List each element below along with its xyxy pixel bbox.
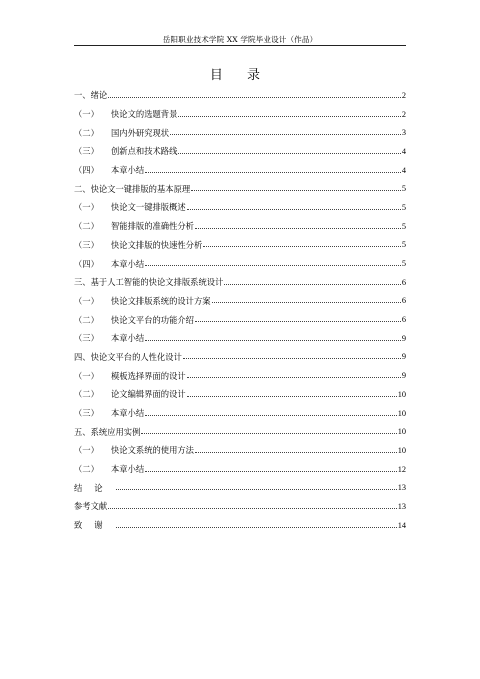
toc-dot-leader xyxy=(108,508,397,509)
toc-entry-number: （一） xyxy=(74,202,99,213)
header-divider xyxy=(74,45,406,46)
toc-entry-page: 6 xyxy=(401,315,406,325)
toc-entry[interactable] xyxy=(74,105,406,124)
table-of-contents xyxy=(74,86,406,535)
toc-entry[interactable] xyxy=(74,497,406,516)
toc-dot-leader xyxy=(203,246,401,247)
toc-entry[interactable] xyxy=(74,310,406,329)
toc-entry-page: 12 xyxy=(397,464,406,474)
toc-dot-leader xyxy=(170,134,401,135)
toc-entry[interactable] xyxy=(74,348,406,367)
toc-entry-page: 5 xyxy=(401,240,406,250)
toc-entry[interactable] xyxy=(74,516,406,535)
toc-dot-leader xyxy=(187,209,401,210)
toc-entry-label: 快论文排版系统的设计方案 xyxy=(111,295,211,306)
toc-dot-leader xyxy=(195,452,397,453)
toc-dot-leader xyxy=(145,471,397,472)
toc-entry-page: 10 xyxy=(397,408,406,418)
toc-entry-number: （四） xyxy=(74,258,99,269)
toc-entry-label: 四、快论文平台的人性化设计 xyxy=(74,351,182,362)
toc-entry[interactable] xyxy=(74,478,406,497)
toc-entry-label: 创新点和技术路线 xyxy=(111,146,178,157)
toc-entry[interactable] xyxy=(74,404,406,423)
toc-entry-page: 9 xyxy=(401,333,406,343)
toc-entry[interactable] xyxy=(74,179,406,198)
toc-dot-leader xyxy=(183,358,401,359)
toc-entry-number: （二） xyxy=(74,464,99,475)
toc-entry[interactable] xyxy=(74,217,406,236)
toc-entry[interactable] xyxy=(74,236,406,255)
toc-entry-page: 13 xyxy=(397,501,406,511)
toc-entry[interactable] xyxy=(74,273,406,292)
toc-dot-leader xyxy=(116,527,397,528)
toc-entry-page: 3 xyxy=(401,128,406,138)
toc-dot-leader xyxy=(145,172,401,173)
toc-entry[interactable] xyxy=(74,292,406,311)
toc-entry-number: （三） xyxy=(74,146,99,157)
page-header: 岳阳职业技术学院 XX 学院毕业设计（作品） xyxy=(162,35,318,44)
toc-entry-number: （三） xyxy=(74,408,99,419)
toc-dot-leader xyxy=(145,265,401,266)
toc-entry-page: 10 xyxy=(397,445,406,455)
toc-dot-leader xyxy=(145,415,397,416)
toc-dot-leader xyxy=(178,116,400,117)
toc-entry-label: 国内外研究现状 xyxy=(111,127,170,138)
toc-entry-label: 三、基于人工智能的快论文排版系统设计 xyxy=(74,277,224,288)
toc-entry[interactable] xyxy=(74,161,406,180)
toc-entry[interactable] xyxy=(74,441,406,460)
toc-entry-number: （一） xyxy=(74,370,99,381)
toc-entry-label: 本章小结 xyxy=(111,408,145,419)
toc-entry[interactable] xyxy=(74,142,406,161)
toc-entry[interactable] xyxy=(74,86,406,105)
toc-entry-label: 模板选择界面的设计 xyxy=(111,370,186,381)
toc-entry-label: 五、系统应用实例 xyxy=(74,426,141,437)
toc-entry-number: （三） xyxy=(74,239,99,250)
toc-entry-number: （四） xyxy=(74,165,99,176)
toc-entry-page: 9 xyxy=(401,371,406,381)
toc-dot-leader xyxy=(212,302,401,303)
toc-dot-leader xyxy=(195,321,401,322)
toc-entry-page: 2 xyxy=(401,90,406,100)
toc-entry-page: 2 xyxy=(401,109,406,119)
toc-entry-label: 快论文的选题背景 xyxy=(111,109,178,120)
toc-entry[interactable] xyxy=(74,460,406,479)
toc-dot-leader xyxy=(224,284,400,285)
toc-entry-page: 10 xyxy=(397,389,406,399)
toc-entry-page: 5 xyxy=(401,221,406,231)
toc-entry-label: 二、快论文一键排版的基本原理 xyxy=(74,183,191,194)
toc-entry-label: 快论文平台的功能介绍 xyxy=(111,314,194,325)
toc-entry-page: 5 xyxy=(401,259,406,269)
toc-dot-leader xyxy=(108,97,401,98)
toc-entry-number: （二） xyxy=(74,314,99,325)
toc-entry-page: 10 xyxy=(397,427,406,437)
toc-entry-page: 4 xyxy=(401,146,406,156)
toc-dot-leader xyxy=(187,396,397,397)
toc-dot-leader xyxy=(141,433,396,434)
toc-entry-label: 一、绪论 xyxy=(74,90,108,101)
toc-entry-number: （二） xyxy=(74,127,99,138)
toc-dot-leader xyxy=(187,377,401,378)
toc-entry-page: 5 xyxy=(401,184,406,194)
toc-dot-leader xyxy=(178,153,400,154)
toc-dot-leader xyxy=(116,489,397,490)
toc-entry-label: 本章小结 xyxy=(111,258,145,269)
toc-entry-page: 9 xyxy=(401,352,406,362)
toc-dot-leader xyxy=(145,340,401,341)
toc-dot-leader xyxy=(195,228,401,229)
toc-entry-label: 参考文献 xyxy=(74,501,108,512)
toc-entry-label: 本章小结 xyxy=(111,165,145,176)
toc-entry-label: 快论文一键排版概述 xyxy=(111,202,186,213)
toc-entry-page: 14 xyxy=(397,520,406,530)
toc-title: 目 录 xyxy=(209,68,271,83)
toc-entry[interactable] xyxy=(74,123,406,142)
toc-entry-page: 6 xyxy=(401,277,406,287)
toc-entry-number: （一） xyxy=(74,109,99,120)
toc-entry[interactable] xyxy=(74,254,406,273)
toc-entry-label: 致谢 xyxy=(74,520,115,531)
toc-entry-label: 快论文系统的使用方法 xyxy=(111,445,194,456)
toc-entry[interactable] xyxy=(74,422,406,441)
toc-entry[interactable] xyxy=(74,329,406,348)
toc-entry-label: 快论文排版的快速性分析 xyxy=(111,239,203,250)
toc-entry-label: 智能排版的准确性分析 xyxy=(111,221,194,232)
toc-entry-number: （二） xyxy=(74,221,99,232)
toc-entry-label: 本章小结 xyxy=(111,333,145,344)
toc-entry-label: 结论 xyxy=(74,482,115,493)
toc-entry-number: （一） xyxy=(74,445,99,456)
toc-entry[interactable] xyxy=(74,366,406,385)
toc-entry-page: 5 xyxy=(401,202,406,212)
toc-entry-page: 13 xyxy=(397,483,406,493)
toc-entry-number: （三） xyxy=(74,333,99,344)
toc-entry[interactable] xyxy=(74,385,406,404)
toc-entry-label: 本章小结 xyxy=(111,464,145,475)
toc-entry-number: （一） xyxy=(74,295,99,306)
toc-entry-number: （二） xyxy=(74,389,99,400)
toc-entry-page: 4 xyxy=(401,165,406,175)
toc-entry-label: 论文编辑界面的设计 xyxy=(111,389,186,400)
toc-dot-leader xyxy=(191,190,401,191)
toc-entry[interactable] xyxy=(74,198,406,217)
toc-entry-page: 6 xyxy=(401,296,406,306)
